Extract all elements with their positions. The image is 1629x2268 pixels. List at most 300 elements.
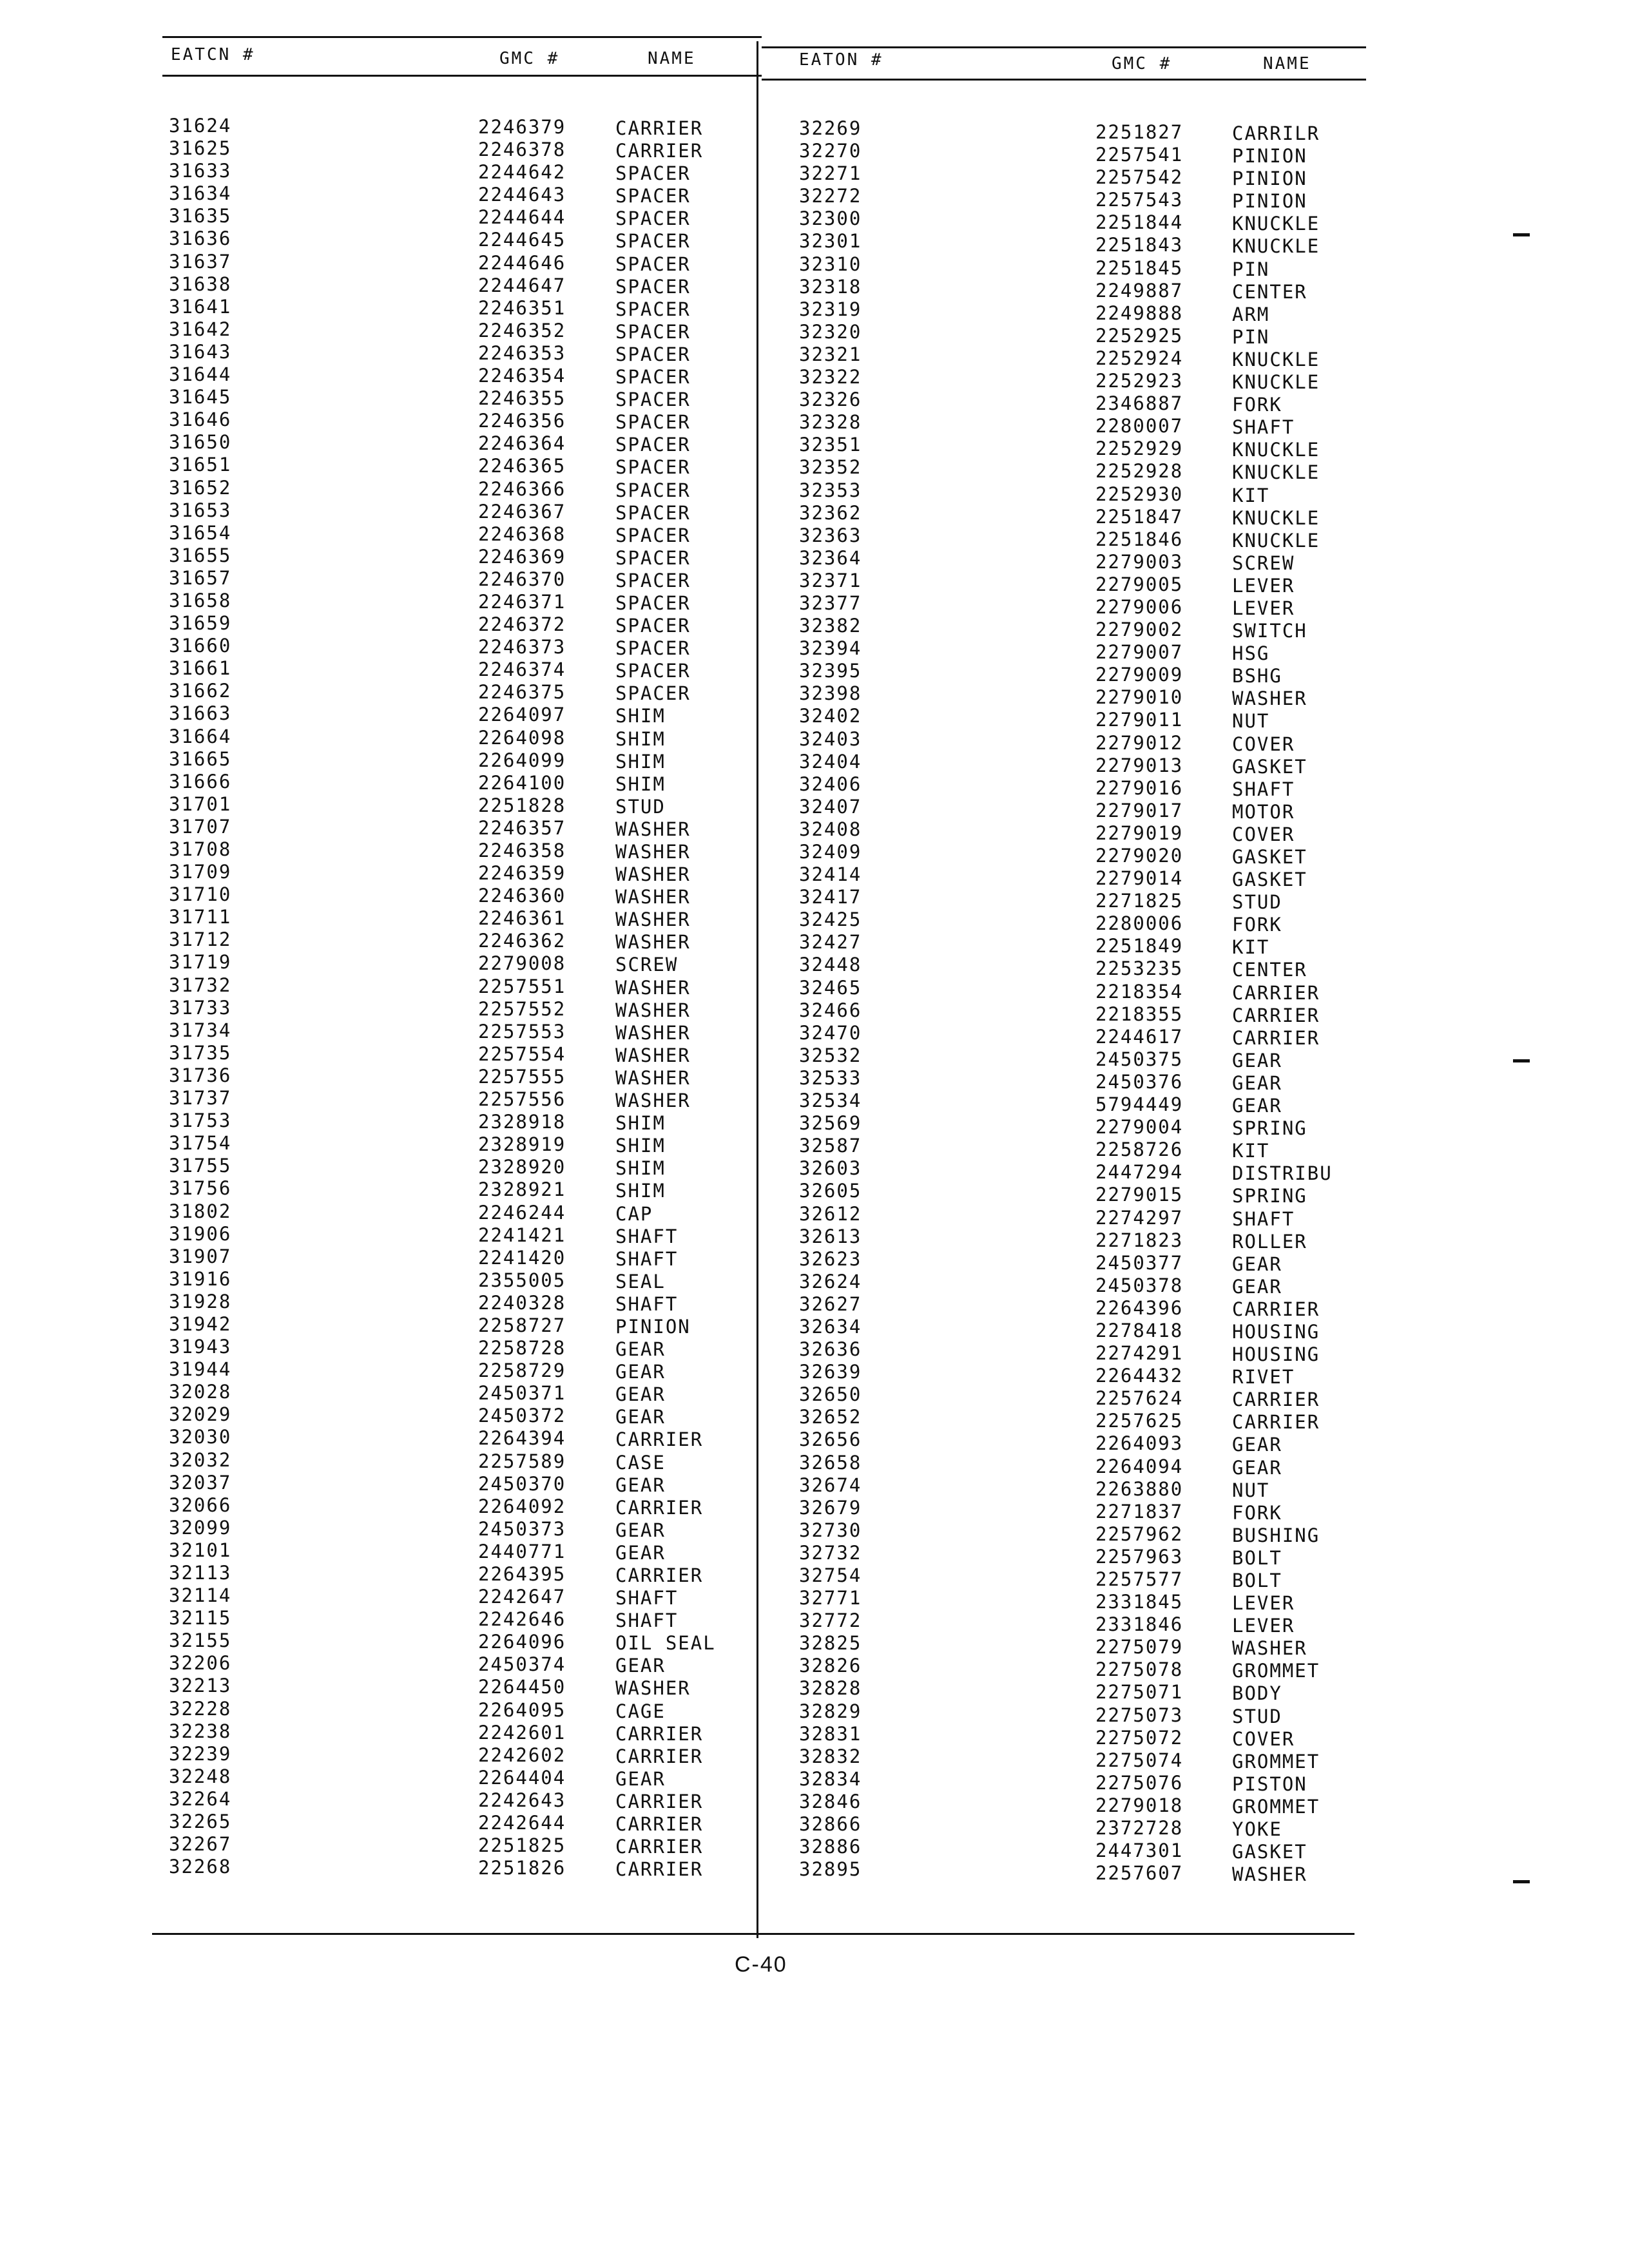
table-cell: 2450377 — [1095, 1251, 1184, 1274]
table-cell: 32364 — [799, 546, 862, 569]
table-cell: 2246364 — [478, 432, 566, 455]
table-cell: 32470 — [799, 1021, 862, 1044]
table-cell: GEAR — [615, 1338, 666, 1361]
table-cell: 31707 — [169, 815, 232, 838]
table-cell: SPACER — [615, 524, 691, 546]
table-cell: 2244647 — [478, 274, 566, 296]
table-cell: 2251846 — [1095, 528, 1184, 550]
header-left-name: NAME — [648, 49, 696, 68]
table-cell: SEAL — [615, 1270, 666, 1293]
table-cell: 2258726 — [1095, 1139, 1184, 1161]
table-cell: GEAR — [615, 1383, 666, 1406]
table-cell: 2242647 — [478, 1586, 566, 1608]
table-cell: 32115 — [169, 1607, 232, 1629]
table-cell: STUD — [1232, 891, 1282, 914]
table-cell: 31755 — [169, 1155, 232, 1177]
table-cell: BODY — [1232, 1682, 1282, 1705]
table-cell: 32754 — [799, 1564, 862, 1586]
table-cell: GEAR — [615, 1474, 666, 1496]
table-cell: CAP — [615, 1202, 653, 1225]
table-cell: 31652 — [169, 476, 232, 499]
table-cell: SPACER — [615, 546, 691, 569]
table-cell: 2246371 — [478, 590, 566, 613]
table-cell: SPACER — [615, 682, 691, 705]
table-cell: 2257541 — [1095, 144, 1184, 166]
table-cell: 31733 — [169, 996, 232, 1019]
table-cell: 32321 — [799, 343, 862, 365]
table-cell: YOKE — [1232, 1818, 1282, 1841]
table-cell: 2246359 — [478, 862, 566, 885]
table-cell: 2264097 — [478, 704, 566, 726]
table-cell: BSHG — [1232, 665, 1282, 687]
table-cell: 32101 — [169, 1539, 232, 1561]
table-cell: SPACER — [615, 615, 691, 637]
top-rule-right — [762, 46, 1366, 48]
table-cell: SPACER — [615, 343, 691, 365]
table-cell: 31701 — [169, 793, 232, 815]
table-cell: KNUCKLE — [1232, 529, 1320, 552]
table-cell: 31666 — [169, 770, 232, 793]
table-cell: CARRIER — [615, 117, 704, 139]
table-cell: 32650 — [799, 1383, 862, 1406]
left-name-column — [615, 117, 716, 1881]
table-cell: 32656 — [799, 1428, 862, 1451]
table-cell: 32834 — [799, 1767, 862, 1790]
table-cell: 31943 — [169, 1336, 232, 1358]
table-cell: 31655 — [169, 544, 232, 566]
table-cell: CENTER — [1232, 280, 1307, 303]
table-cell: WASHER — [1232, 1637, 1307, 1660]
table-cell: 32029 — [169, 1403, 232, 1426]
table-cell: 31654 — [169, 521, 232, 544]
table-cell: 2241421 — [478, 1224, 566, 1246]
table-cell: CARRIER — [615, 1836, 704, 1858]
table-cell: GROMMET — [1232, 1795, 1320, 1818]
table-cell: CARRIER — [615, 1813, 704, 1836]
table-cell: 2257607 — [1095, 1862, 1184, 1885]
table-cell: HOUSING — [1232, 1343, 1320, 1366]
table-cell: CARRIER — [1232, 1298, 1320, 1320]
table-cell: 2279010 — [1095, 686, 1184, 709]
table-cell: 32427 — [799, 931, 862, 954]
table-cell: 2274291 — [1095, 1342, 1184, 1365]
table-cell: 2240328 — [478, 1291, 566, 1314]
table-cell: 5794449 — [1095, 1093, 1184, 1116]
table-cell: 2264098 — [478, 726, 566, 749]
table-cell: 2279018 — [1095, 1794, 1184, 1816]
table-cell: SHAFT — [615, 1293, 679, 1315]
table-cell: SPACER — [615, 660, 691, 682]
table-cell: 2257963 — [1095, 1545, 1184, 1568]
table-cell: 2264404 — [478, 1766, 566, 1789]
table-cell: ARM — [1232, 303, 1270, 325]
table-cell: 32318 — [799, 275, 862, 298]
table-cell: 2264450 — [478, 1676, 566, 1698]
table-cell: 32272 — [799, 185, 862, 207]
table-cell: 32377 — [799, 591, 862, 614]
table-cell: 2251849 — [1095, 935, 1184, 957]
table-cell: 32269 — [799, 117, 862, 139]
table-cell: 2279003 — [1095, 550, 1184, 573]
table-cell: GEAR — [1232, 1456, 1282, 1479]
table-cell: 2251826 — [478, 1857, 566, 1879]
right-name-column — [1232, 122, 1333, 1886]
table-cell: 32228 — [169, 1697, 232, 1720]
table-cell: 32213 — [169, 1675, 232, 1697]
table-cell: CARRIER — [1232, 1004, 1320, 1026]
table-cell: 2275079 — [1095, 1636, 1184, 1658]
table-cell: 2264396 — [1095, 1296, 1184, 1319]
table-cell: 2279007 — [1095, 641, 1184, 664]
table-cell: 2271823 — [1095, 1229, 1184, 1251]
table-cell: 2252924 — [1095, 347, 1184, 369]
table-cell: 32828 — [799, 1677, 862, 1700]
table-cell: 2246373 — [478, 636, 566, 658]
table-cell: FORK — [1232, 914, 1282, 936]
table-cell: 32353 — [799, 479, 862, 501]
table-cell: SHIM — [615, 1112, 666, 1135]
table-cell: 32730 — [799, 1519, 862, 1541]
table-cell: 2263880 — [1095, 1477, 1184, 1500]
table-cell: PINION — [1232, 145, 1307, 168]
table-cell: 31907 — [169, 1245, 232, 1267]
table-cell: 2251828 — [478, 794, 566, 816]
table-cell: SPACER — [615, 434, 691, 456]
table-cell: SHAFT — [1232, 1207, 1295, 1230]
table-cell: GEAR — [615, 1767, 666, 1790]
table-cell: 32403 — [799, 727, 862, 750]
table-cell: 32113 — [169, 1562, 232, 1584]
table-cell: 31802 — [169, 1200, 232, 1222]
table-cell: 31944 — [169, 1358, 232, 1381]
table-cell: 31736 — [169, 1064, 232, 1086]
table-cell: MOTOR — [1232, 800, 1295, 823]
table-cell: CARRIER — [615, 1428, 704, 1451]
table-cell: 32658 — [799, 1451, 862, 1474]
table-cell: PIN — [1232, 258, 1270, 280]
table-cell: 2258729 — [478, 1360, 566, 1382]
table-cell: 32534 — [799, 1090, 862, 1112]
table-cell: 31624 — [169, 115, 232, 137]
top-rule-left — [162, 36, 762, 38]
table-cell: 32238 — [169, 1720, 232, 1742]
table-cell: 31644 — [169, 363, 232, 386]
table-cell: 2279009 — [1095, 664, 1184, 686]
table-cell: 31906 — [169, 1222, 232, 1245]
table-cell: SPACER — [615, 569, 691, 591]
table-cell: 31928 — [169, 1290, 232, 1312]
table-cell: 2346887 — [1095, 392, 1184, 415]
table-cell: SPACER — [615, 637, 691, 660]
table-cell: 31663 — [169, 702, 232, 725]
table-cell: 32206 — [169, 1652, 232, 1675]
table-cell: KNUCKLE — [1232, 348, 1320, 370]
table-cell: SPACER — [615, 411, 691, 434]
table-cell: SWITCH — [1232, 620, 1307, 642]
table-cell: 2249888 — [1095, 302, 1184, 324]
header-rule-left — [162, 75, 762, 77]
table-cell: SCREW — [1232, 552, 1295, 574]
table-cell: 2331845 — [1095, 1591, 1184, 1613]
table-cell: CARRIER — [1232, 1389, 1320, 1411]
table-cell: 2257624 — [1095, 1387, 1184, 1410]
table-cell: 2355005 — [478, 1269, 566, 1291]
table-cell: 32032 — [169, 1448, 232, 1471]
table-cell: 2447301 — [1095, 1840, 1184, 1862]
right-gmc-column — [1095, 121, 1183, 1885]
table-cell: 2241420 — [478, 1246, 566, 1269]
table-cell: HOUSING — [1232, 1320, 1320, 1343]
table-cell: 32587 — [799, 1135, 862, 1157]
table-cell: 2279014 — [1095, 867, 1184, 890]
table-cell: 32351 — [799, 434, 862, 456]
table-cell: OIL SEAL — [615, 1632, 716, 1655]
table-cell: RIVET — [1232, 1366, 1295, 1389]
right-eaton-column — [799, 117, 862, 1881]
table-cell: CARRIER — [615, 1496, 704, 1519]
table-cell: 2450371 — [478, 1382, 566, 1405]
table-cell: 2275076 — [1095, 1771, 1184, 1794]
table-cell: 32636 — [799, 1338, 862, 1361]
table-cell: 32394 — [799, 637, 862, 660]
table-cell: 31636 — [169, 227, 232, 250]
table-cell: 2246365 — [478, 455, 566, 477]
table-cell: 31710 — [169, 883, 232, 906]
table-cell: 32066 — [169, 1494, 232, 1516]
table-cell: 2264099 — [478, 749, 566, 771]
table-cell: CARRIER — [615, 1564, 704, 1586]
table-cell: 2275073 — [1095, 1704, 1184, 1726]
table-cell: 31708 — [169, 838, 232, 860]
table-cell: 2257555 — [478, 1065, 566, 1088]
table-cell: BOLT — [1232, 1546, 1282, 1569]
table-cell: 31642 — [169, 318, 232, 340]
table-cell: 32612 — [799, 1202, 862, 1225]
table-cell: 2450376 — [1095, 1070, 1184, 1093]
table-cell: 2251847 — [1095, 505, 1184, 528]
table-cell: 32771 — [799, 1587, 862, 1610]
table-cell: 2328921 — [478, 1178, 566, 1201]
table-cell: 31625 — [169, 137, 232, 160]
table-cell: GROMMET — [1232, 1660, 1320, 1682]
table-cell: GASKET — [1232, 869, 1307, 891]
table-cell: 31657 — [169, 566, 232, 589]
table-cell: 2279004 — [1095, 1116, 1184, 1139]
table-cell: 32099 — [169, 1516, 232, 1539]
table-cell: 32248 — [169, 1765, 232, 1787]
table-cell: LEVER — [1232, 1615, 1295, 1637]
table-cell: 32846 — [799, 1790, 862, 1812]
table-cell: 2242601 — [478, 1721, 566, 1744]
table-cell: 2279006 — [1095, 595, 1184, 618]
table-cell: 31665 — [169, 747, 232, 770]
table-cell: LEVER — [1232, 597, 1295, 619]
header-rule-right — [762, 79, 1366, 81]
left-eaton-column — [169, 115, 231, 1878]
table-cell: GEAR — [615, 1655, 666, 1677]
table-cell: 32569 — [799, 1112, 862, 1135]
table-cell: KIT — [1232, 484, 1270, 506]
table-cell: 31634 — [169, 182, 232, 205]
table-cell: SHAFT — [1232, 778, 1295, 800]
table-cell: 32265 — [169, 1811, 232, 1833]
table-cell: 2271837 — [1095, 1500, 1184, 1523]
table-cell: 2280006 — [1095, 912, 1184, 935]
table-cell: GEAR — [615, 1361, 666, 1383]
table-cell: 32264 — [169, 1787, 232, 1810]
table-cell: BUSHING — [1232, 1524, 1320, 1546]
table-cell: CAGE — [615, 1700, 666, 1722]
table-cell: 2257625 — [1095, 1410, 1184, 1432]
table-cell: 31664 — [169, 725, 232, 747]
table-cell: 2253235 — [1095, 957, 1184, 980]
table-cell: 32037 — [169, 1471, 232, 1494]
table-cell: 2258727 — [478, 1314, 566, 1336]
table-cell: 2279011 — [1095, 709, 1184, 731]
table-cell: GROMMET — [1232, 1750, 1320, 1773]
margin-dash — [1513, 233, 1530, 236]
table-cell: 2279013 — [1095, 754, 1184, 776]
table-cell: 32271 — [799, 162, 862, 185]
table-cell: 2257554 — [478, 1043, 566, 1065]
table-cell: CARRIER — [1232, 981, 1320, 1004]
table-cell: 31641 — [169, 295, 232, 318]
table-cell: KNUCKLE — [1232, 439, 1320, 461]
table-cell: 2257962 — [1095, 1523, 1184, 1545]
table-cell: CARRIER — [615, 1745, 704, 1767]
table-cell: 32268 — [169, 1856, 232, 1878]
table-cell: 32627 — [799, 1293, 862, 1315]
table-cell: PIN — [1232, 325, 1270, 348]
table-cell: WASHER — [615, 1066, 691, 1089]
table-cell: 32382 — [799, 615, 862, 637]
table-cell: 31732 — [169, 974, 232, 996]
table-cell: LEVER — [1232, 1592, 1295, 1615]
table-cell: PINION — [615, 1315, 691, 1338]
table-cell: 2279005 — [1095, 573, 1184, 595]
table-cell: KNUCKLE — [1232, 461, 1320, 484]
table-cell: 2264432 — [1095, 1365, 1184, 1387]
table-cell: 2246369 — [478, 545, 566, 568]
table-cell: 2275074 — [1095, 1749, 1184, 1771]
table-cell: CENTER — [1232, 959, 1307, 981]
table-cell: 32895 — [799, 1858, 862, 1881]
table-cell: 2246366 — [478, 477, 566, 500]
table-cell: 2450373 — [478, 1517, 566, 1540]
table-cell: 2246355 — [478, 387, 566, 410]
table-cell: WASHER — [1232, 1863, 1307, 1886]
table-cell: 31643 — [169, 340, 232, 363]
table-cell: 31651 — [169, 454, 232, 476]
table-cell: 32404 — [799, 750, 862, 773]
table-cell: SPACER — [615, 275, 691, 298]
table-cell: 32114 — [169, 1584, 232, 1607]
table-cell: GEAR — [1232, 1049, 1282, 1072]
table-cell: 2218354 — [1095, 980, 1184, 1003]
table-cell: WASHER — [615, 931, 691, 954]
table-cell: PINION — [1232, 168, 1307, 190]
table-cell: SHAFT — [615, 1247, 679, 1270]
table-cell: 2251827 — [1095, 121, 1184, 143]
table-cell: NUT — [1232, 710, 1270, 733]
table-cell: 2279012 — [1095, 731, 1184, 754]
table-cell: 31659 — [169, 612, 232, 635]
table-cell: 32402 — [799, 705, 862, 727]
table-cell: 2271825 — [1095, 890, 1184, 912]
table-cell: 2450375 — [1095, 1048, 1184, 1070]
header-right-name: NAME — [1263, 54, 1311, 73]
table-cell: WASHER — [615, 1021, 691, 1044]
table-cell: 32623 — [799, 1247, 862, 1270]
table-cell: 2244643 — [478, 184, 566, 206]
table-cell: 2246372 — [478, 613, 566, 636]
table-cell: 2246353 — [478, 341, 566, 364]
table-cell: 2280007 — [1095, 415, 1184, 437]
table-cell: 2246375 — [478, 681, 566, 704]
table-cell: 32362 — [799, 501, 862, 524]
table-cell: SPACER — [615, 207, 691, 230]
table-cell: 2257553 — [478, 1020, 566, 1043]
table-cell: 2328918 — [478, 1111, 566, 1133]
table-cell: 32605 — [799, 1180, 862, 1202]
table-cell: SPACER — [615, 366, 691, 389]
table-cell: PINION — [1232, 190, 1307, 213]
table-cell: 32414 — [799, 863, 862, 886]
table-cell: SPRING — [1232, 1117, 1307, 1140]
table-cell: 2257542 — [1095, 166, 1184, 189]
table-cell: 32624 — [799, 1270, 862, 1293]
table-cell: 2246354 — [478, 365, 566, 387]
table-cell: 32532 — [799, 1044, 862, 1066]
table-cell: SHAFT — [615, 1610, 679, 1632]
table-cell: WASHER — [615, 841, 691, 863]
table-cell: GASKET — [1232, 1841, 1307, 1863]
table-cell: SPRING — [1232, 1185, 1307, 1207]
table-cell: 2279015 — [1095, 1184, 1184, 1206]
table-cell: 32310 — [799, 253, 862, 275]
table-cell: FORK — [1232, 394, 1282, 416]
table-cell: NUT — [1232, 1479, 1270, 1501]
table-cell: 32407 — [799, 795, 862, 818]
table-cell: GEAR — [1232, 1072, 1282, 1094]
table-cell: SHAFT — [1232, 416, 1295, 439]
table-cell: CARRIER — [1232, 1411, 1320, 1434]
table-cell: SHIM — [615, 773, 666, 795]
table-cell: 2450374 — [478, 1653, 566, 1676]
table-cell: 2264096 — [478, 1631, 566, 1653]
table-cell: 32409 — [799, 841, 862, 863]
table-cell: CARRIER — [1232, 1026, 1320, 1049]
table-cell: 2246356 — [478, 410, 566, 432]
table-cell: 31660 — [169, 635, 232, 657]
table-cell: 2264394 — [478, 1427, 566, 1450]
table-cell: 2279020 — [1095, 845, 1184, 867]
table-cell: SHIM — [615, 727, 666, 750]
table-cell: 32466 — [799, 999, 862, 1021]
table-cell: COVER — [1232, 823, 1295, 845]
table-cell: 2279017 — [1095, 799, 1184, 822]
table-cell: 2244646 — [478, 251, 566, 274]
table-cell: STUD — [1232, 1705, 1282, 1727]
table-cell: 2246351 — [478, 296, 566, 319]
table-cell: 2264094 — [1095, 1455, 1184, 1477]
table-cell: SPACER — [615, 389, 691, 411]
table-cell: 32408 — [799, 818, 862, 840]
table-cell: 2264095 — [478, 1698, 566, 1721]
table-cell: 32832 — [799, 1745, 862, 1767]
table-cell: 31734 — [169, 1019, 232, 1041]
table-cell: 2450378 — [1095, 1274, 1184, 1296]
